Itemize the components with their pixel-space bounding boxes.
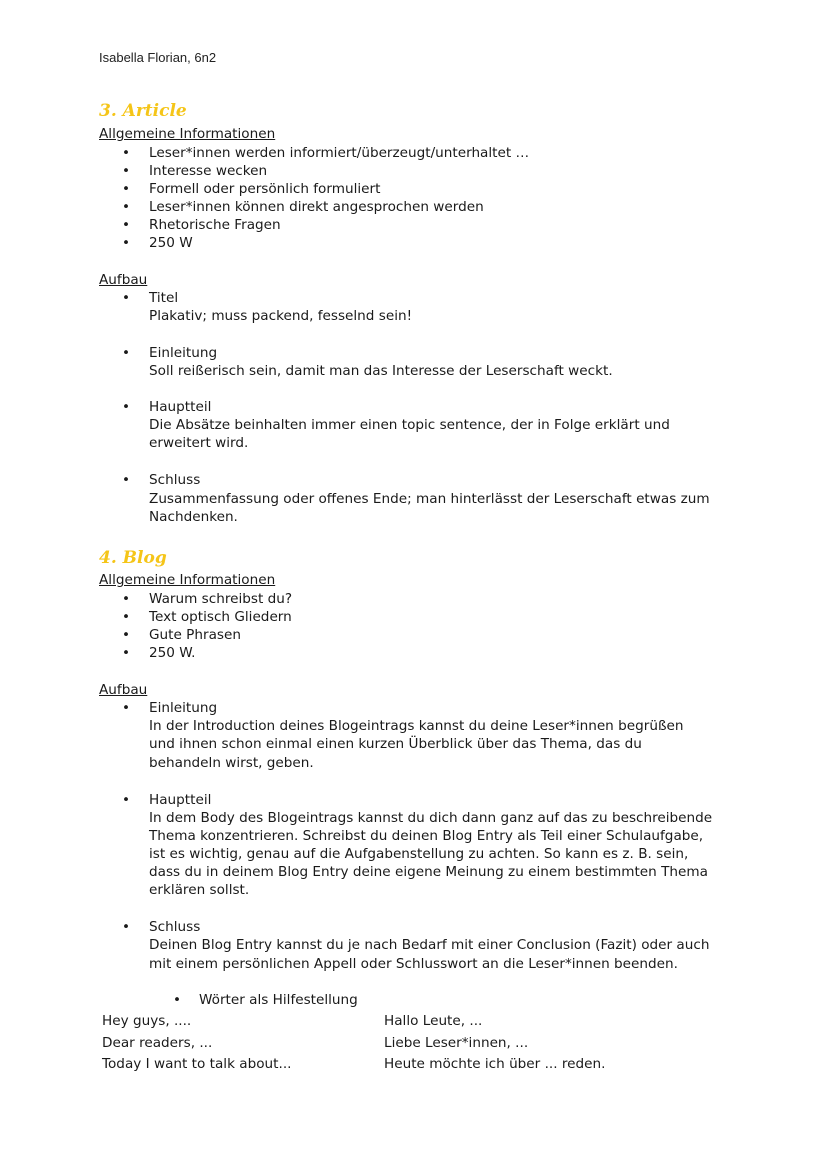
bullet-icon: •: [121, 345, 131, 361]
blog-info-title: Allgemeine Informationen: [99, 572, 276, 588]
structure-item-title: Schluss: [149, 919, 201, 935]
structure-item-title: Hauptteil: [149, 399, 212, 415]
blog-structure-title: Aufbau: [99, 682, 148, 698]
phrase-en: Hey guys, ....: [102, 1013, 192, 1029]
phrase-en: Today I want to talk about...: [102, 1056, 292, 1072]
bullet-icon: •: [121, 792, 131, 808]
structure-item-title: Einleitung: [149, 345, 218, 361]
words-helper-title: Wörter als Hilfestellung: [199, 992, 358, 1008]
bullet-icon: •: [121, 145, 131, 161]
bullet-icon: •: [121, 609, 131, 625]
bullet-icon: •: [121, 235, 131, 251]
article-info-title: Allgemeine Informationen: [99, 126, 276, 142]
structure-item-title: Einleitung: [149, 700, 218, 716]
bullet-icon: •: [121, 290, 131, 306]
bullet-icon: •: [121, 199, 131, 215]
bullet-icon: •: [121, 645, 131, 661]
article-heading: 3. Article: [99, 101, 187, 121]
bullet-icon: •: [121, 700, 131, 716]
phrase-de: Hallo Leute, ...: [384, 1013, 483, 1029]
bullet-icon: •: [121, 591, 131, 607]
bullet-icon: •: [121, 627, 131, 643]
phrase-en: Dear readers, ...: [102, 1035, 213, 1051]
author-line: Isabella Florian, 6n2: [99, 50, 217, 65]
bullet-icon: •: [172, 992, 182, 1008]
bullet-icon: •: [121, 472, 131, 488]
phrase-de: Liebe Leser*innen, ...: [384, 1035, 529, 1051]
structure-item-title: Titel: [149, 290, 179, 306]
article-structure-title: Aufbau: [99, 272, 148, 288]
structure-item-title: Hauptteil: [149, 792, 212, 808]
structure-item-title: Schluss: [149, 472, 201, 488]
bullet-icon: •: [121, 217, 131, 233]
phrase-de: Heute möchte ich über ... reden.: [384, 1056, 606, 1072]
bullet-icon: •: [121, 919, 131, 935]
bullet-icon: •: [121, 399, 131, 415]
blog-heading: 4. Blog: [99, 548, 167, 568]
bullet-icon: •: [121, 181, 131, 197]
bullet-icon: •: [121, 163, 131, 179]
